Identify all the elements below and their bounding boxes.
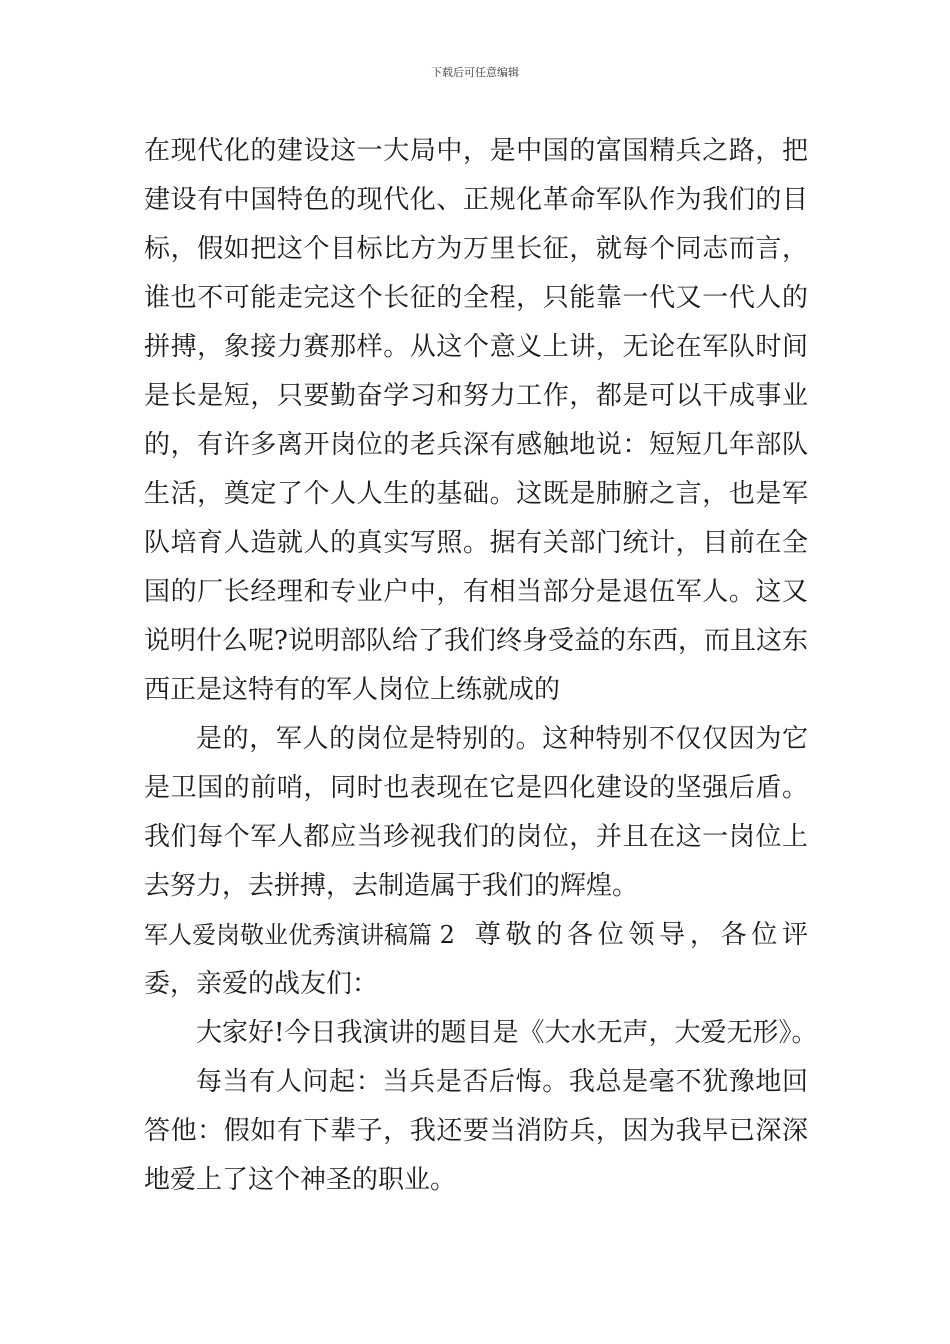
text-line: 生活，奠定了个人人生的基础。这既是肺腑之言，也是军 bbox=[144, 479, 808, 509]
text-line: 建设有中国特色的现代化、正规化革命军队作为我们的目 bbox=[144, 185, 808, 215]
text-line: 是长是短，只要勤奋学习和努力工作，都是可以干成事业 bbox=[144, 381, 808, 411]
text-line: 队培育人造就人的真实写照。据有关部门统计，目前在全 bbox=[144, 528, 808, 558]
speech-title: 军人爱岗敬业优秀演讲稿篇 2 bbox=[144, 921, 455, 949]
document-body bbox=[144, 127, 818, 1205]
paragraph-4 bbox=[144, 1058, 808, 1205]
text-line: 是的，军人的岗位是特别的。这种特别不仅仅因为它 bbox=[196, 724, 808, 754]
paragraph-3 bbox=[144, 1009, 818, 1058]
text-line: 谁也不可能走完这个长征的全程，只能靠一代又一代人的 bbox=[144, 283, 808, 313]
text-line: 国的厂长经理和专业户中，有相当部分是退伍军人。这又 bbox=[144, 577, 808, 607]
text-line: 标，假如把这个目标比方为万里长征，就每个同志而言， bbox=[144, 234, 808, 264]
paragraph-1 bbox=[144, 127, 808, 715]
text-line: 地爱上了这个神圣的职业。 bbox=[144, 1165, 457, 1195]
text-line: 说明什么呢?说明部队给了我们终身受益的东西，而且这东 bbox=[144, 626, 808, 656]
text-line: 答他：假如有下辈子，我还要当消防兵，因为我早已深深 bbox=[144, 1116, 808, 1146]
paragraph-2 bbox=[144, 715, 808, 911]
text-line: 是卫国的前哨，同时也表现在它是四化建设的坚强后盾。 bbox=[144, 773, 808, 803]
text-line: 西正是这特有的军人岗位上练就成的 bbox=[144, 675, 561, 705]
greeting-start: 尊敬的各位领导，各位评 bbox=[474, 920, 808, 950]
text-line: 的，有许多离开岗位的老兵深有感触地说：短短几年部队 bbox=[144, 430, 808, 460]
text-line: 每当有人问起：当兵是否后悔。我总是毫不犹豫地回 bbox=[196, 1067, 808, 1097]
text-line: 大家好!今日我演讲的题目是《大水无声，大爱无形》。 bbox=[196, 1018, 818, 1048]
speech-heading bbox=[144, 911, 808, 960]
greeting-end: 委，亲爱的战友们： bbox=[144, 969, 379, 999]
text-line: 拼搏，象接力赛那样。从这个意义上讲，无论在军队时间 bbox=[144, 332, 808, 362]
text-line: 去努力，去拼搏，去制造属于我们的辉煌。 bbox=[144, 871, 639, 901]
page-header: 下载后可任意编辑 bbox=[431, 66, 519, 79]
text-line: 在现代化的建设这一大局中，是中国的富国精兵之路，把 bbox=[144, 136, 808, 166]
text-line: 我们每个军人都应当珍视我们的岗位，并且在这一岗位上 bbox=[144, 822, 808, 852]
